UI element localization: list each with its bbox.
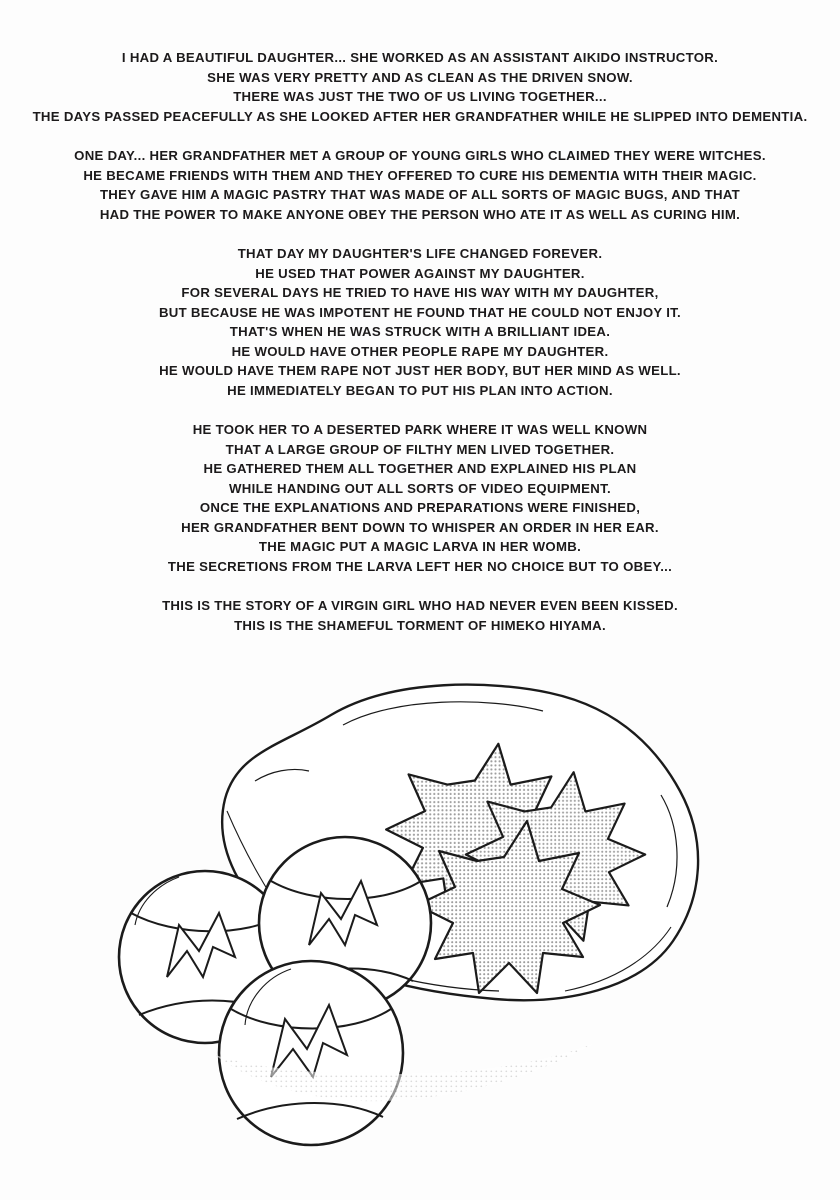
- paragraph-park: [0, 420, 840, 576]
- text-line: THERE WAS JUST THE TWO OF US LIVING TOGETHER...: [233, 89, 607, 104]
- text-line: THAT A LARGE GROUP OF FILTHY MEN LIVED TOGETHER.: [225, 441, 615, 457]
- paragraph-witches: [0, 146, 840, 224]
- paragraph-intro: [0, 48, 840, 126]
- candy-ball-front: [219, 961, 403, 1145]
- text-line: BUT BECAUSE HE WAS IMPOTENT HE FOUND THAT HE COULD NOT ENJOY IT.: [158, 304, 682, 320]
- text-line: HE TOOK HER TO A DESERTED PARK WHERE IT WAS WELL KNOWN: [192, 422, 648, 437]
- paragraph-plan: [0, 244, 840, 400]
- text-line: THEY GAVE HIM A MAGIC PASTRY THAT WAS MADE OF ALL SORTS OF MAGIC BUGS, AND THAT: [99, 187, 741, 202]
- text-line: HAD THE POWER TO MAKE ANYONE OBEY THE PERSON WHO ATE IT AS WELL AS CURING HIM.: [99, 206, 741, 222]
- text-line: FOR SEVERAL DAYS HE TRIED TO HAVE HIS WAY WITH MY DAUGHTER,: [181, 285, 659, 300]
- text-line: HE IMMEDIATELY BEGAN TO PUT HIS PLAN INTO ACTION.: [227, 382, 613, 398]
- text-line: THIS IS THE STORY OF A VIRGIN GIRL WHO HAD NEVER EVEN BEEN KISSED.: [162, 598, 678, 613]
- text-line: HE USED THAT POWER AGAINST MY DAUGHTER.: [255, 265, 585, 281]
- text-line: THAT DAY MY DAUGHTER'S LIFE CHANGED FOREVER.: [237, 246, 603, 261]
- text-line: THE DAYS PASSED PEACEFULLY AS SHE LOOKED AFTER HER GRANDFATHER WHILE HE SLIPPED INTO DEMENTIA.: [32, 108, 808, 124]
- text-line: HE WOULD HAVE THEM RAPE NOT JUST HER BODY, BUT HER MIND AS WELL.: [159, 363, 681, 378]
- text-line: SHE WAS VERY PRETTY AND AS CLEAN AS THE DRIVEN SNOW.: [207, 69, 633, 85]
- text-line: HE GATHERED THEM ALL TOGETHER AND EXPLAINED HIS PLAN: [203, 461, 637, 476]
- text-line: ONE DAY... HER GRANDFATHER MET A GROUP OF YOUNG GIRLS WHO CLAIMED THEY WERE WITCHES.: [74, 148, 766, 163]
- text-line: I HAD A BEAUTIFUL DAUGHTER... SHE WORKED AS AN ASSISTANT AIKIDO INSTRUCTOR.: [121, 50, 719, 65]
- text-line: WHILE HANDING OUT ALL SORTS OF VIDEO EQUIPMENT.: [229, 480, 611, 496]
- text-line: HE BECAME FRIENDS WITH THEM AND THEY OFFERED TO CURE HIS DEMENTIA WITH THEIR MAGIC.: [83, 167, 757, 183]
- text-line: THE SECRETIONS FROM THE LARVA LEFT HER NO CHOICE BUT TO OBEY...: [167, 558, 673, 574]
- text-line: HER GRANDFATHER BENT DOWN TO WHISPER AN ORDER IN HER EAR.: [181, 519, 659, 535]
- text-line: THIS IS THE SHAMEFUL TORMENT OF HIMEKO HIYAMA.: [234, 617, 606, 633]
- story-text-block: [0, 48, 840, 655]
- text-line: THAT'S WHEN HE WAS STRUCK WITH A BRILLIANT IDEA.: [229, 324, 611, 339]
- text-line: THE MAGIC PUT A MAGIC LARVA IN HER WOMB.: [258, 539, 582, 554]
- text-line: ONCE THE EXPLANATIONS AND PREPARATIONS WERE FINISHED,: [199, 500, 641, 515]
- illustration-pastries-and-candy: [95, 585, 755, 1165]
- text-line: HE WOULD HAVE OTHER PEOPLE RAPE MY DAUGHTER.: [231, 343, 609, 359]
